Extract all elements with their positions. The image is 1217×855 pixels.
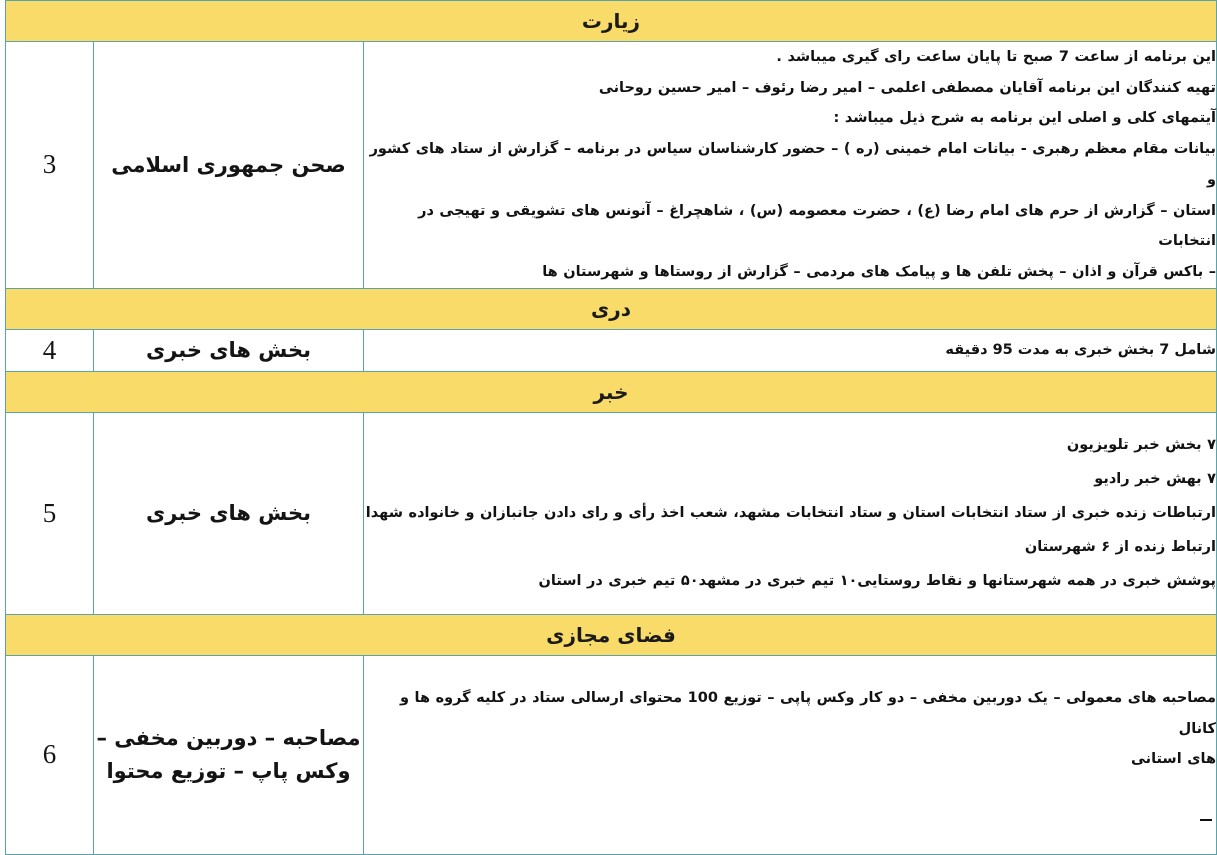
description-line: ۷ بخش خبر تلویزیون — [1066, 437, 1216, 454]
table-row — [6, 329, 1217, 371]
row-title-cell — [94, 655, 364, 854]
description-lines — [364, 42, 1216, 288]
description-line: تهیه کنندگان این برنامه آقایان مصطفی اعلمی – امیر رضا رئوف – امیر حسین روحانی — [598, 79, 1216, 96]
row-number: 5 — [42, 497, 57, 528]
row-number-cell — [6, 412, 94, 614]
description-line: – باکس قرآن و اذان – پخش تلفن ها و پیامک های مردمی – گزارش از روستاها و شهرستان ها — [542, 264, 1216, 281]
section-band-cell — [6, 1, 1217, 42]
description-lines — [364, 428, 1216, 598]
section-label: دری — [590, 296, 632, 321]
section-band-cell — [6, 614, 1217, 655]
section-band-row — [6, 614, 1217, 655]
row-description-cell — [364, 655, 1217, 854]
row-number: 6 — [42, 739, 57, 770]
row-description-cell — [364, 42, 1217, 289]
section-label: زیارت — [581, 9, 641, 33]
row-description-cell — [364, 412, 1217, 614]
table-row — [6, 655, 1217, 854]
row-number-cell — [6, 42, 94, 289]
row-title: بخش های خبری — [145, 338, 312, 363]
description-line: های استانی — [1130, 751, 1216, 768]
description-line: ۷ بهش خبر رادیو — [1094, 471, 1216, 488]
description-line: پوشش خبری در همه شهرستانها و نقاط روستایی۱۰ تیم خبری در مشهد۵۰ تیم خبری در استان — [538, 573, 1216, 590]
section-band-row — [6, 1, 1217, 42]
section-label: خبر — [593, 379, 629, 404]
row-number: 3 — [42, 149, 57, 180]
description-line: بیانات مقام معظم رهبری - بیانات امام خمینی (ره ) – حضور کارشناسان سیاس در برنامه – گزارش از ستاد های کشور و — [369, 141, 1216, 188]
description-line: این برنامه از ساعت 7 صبح تا پایان ساعت رای گیری میباشد . — [776, 49, 1216, 65]
description-line: مصاحبه های معمولی – یک دوربین مخفی – دو کار وکس پاپی – توزیع 100 محتوای ارسالی ستاد در کلیه گروه ها و کانال — [399, 690, 1216, 737]
schedule-table — [5, 0, 1217, 855]
row-number: 4 — [42, 334, 57, 365]
section-band-row — [6, 371, 1217, 412]
description-line: ارتباطات زنده خبری از ستاد انتخابات استان و ستاد انتخابات مشهد، شعب اخذ رأی و رای دادن جانبازان و خانواده شهدا — [365, 505, 1216, 522]
section-band-row — [6, 288, 1217, 329]
row-number-cell — [6, 655, 94, 854]
row-title-cell — [94, 412, 364, 614]
stray-dash-mark — [1200, 819, 1212, 821]
row-title-cell — [94, 329, 364, 371]
description-line: آیتمهای کلی و اصلی این برنامه به شرح ذیل میباشد : — [833, 110, 1216, 127]
description-line: ارتباط زنده از ۶ شهرستان — [1024, 539, 1216, 556]
description-line: استان – گزارش از حرم های امام رضا (ع) ، حضرت معصومه (س) ، شاهچراغ – آنونس های تشویقی و تهیجی در انتخابات — [418, 202, 1216, 250]
description-lines — [364, 683, 1216, 774]
row-number-cell — [6, 329, 94, 371]
row-title-cell — [94, 42, 364, 289]
description-line: شامل 7 بخش خبری به مدت 95 دقیقه — [945, 341, 1216, 358]
section-band-cell — [6, 371, 1217, 412]
table-row — [6, 412, 1217, 614]
row-title: صحن جمهوری اسلامی — [111, 152, 346, 177]
row-title: مصاحبه – دوربین مخفی – وکس پاپ – توزیع محتوا — [96, 726, 361, 783]
row-description-cell — [364, 329, 1217, 371]
table-row — [6, 42, 1217, 289]
section-label: فضای مجازی — [546, 622, 676, 647]
section-band-cell — [6, 288, 1217, 329]
row-title: بخش های خبری — [145, 501, 312, 526]
